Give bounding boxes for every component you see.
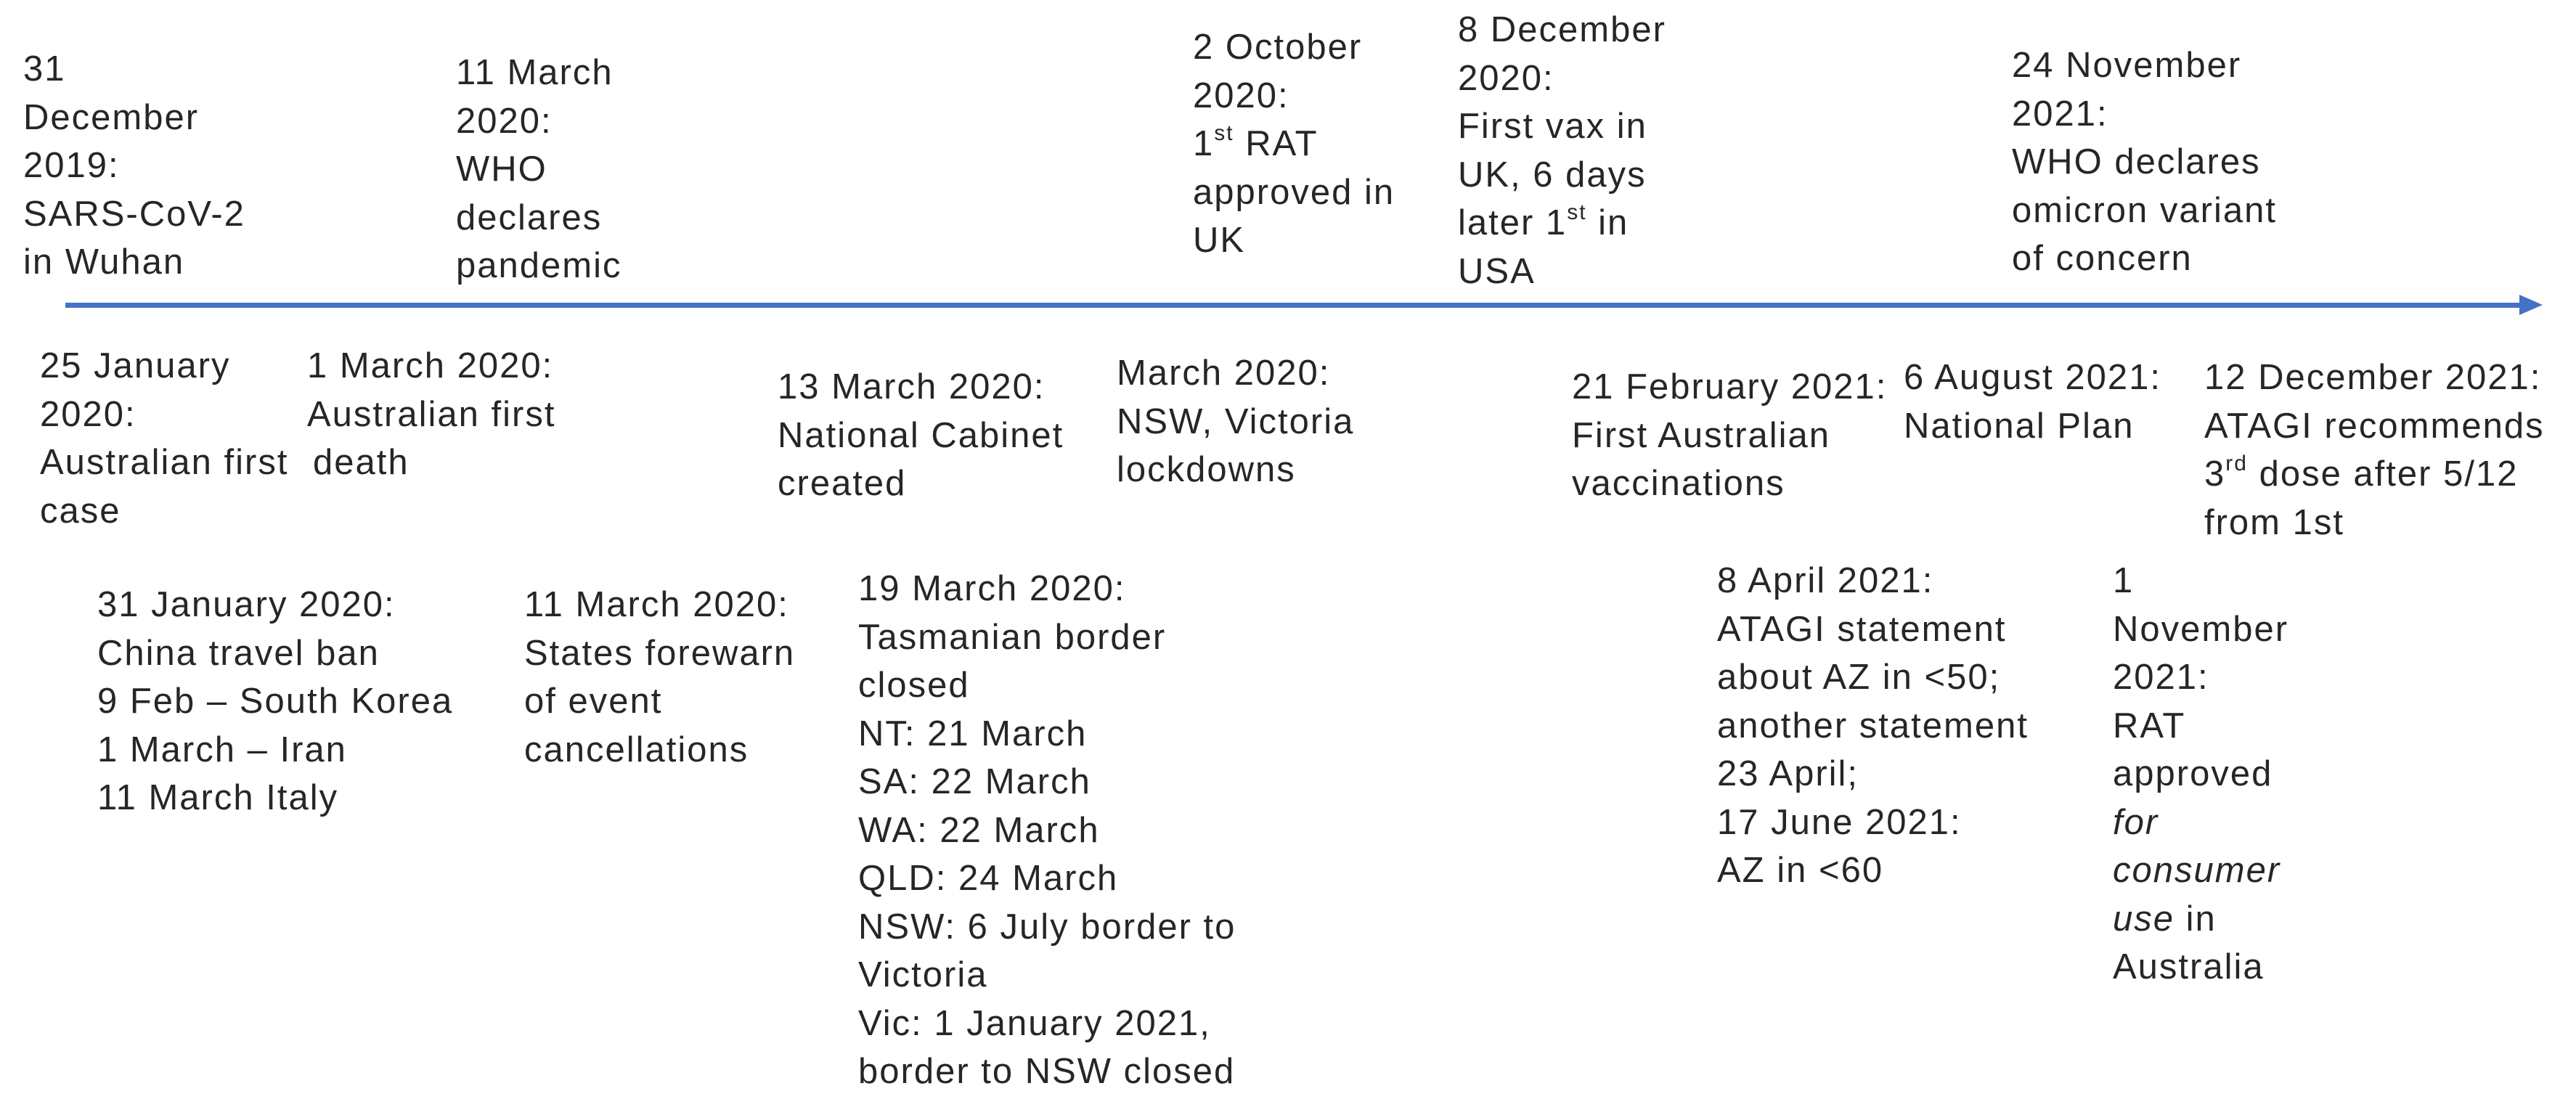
event-text-line: UK xyxy=(1193,221,1246,260)
event-text-line: SA: 22 March xyxy=(858,762,1091,801)
event-text-line: vaccinations xyxy=(1572,464,1785,503)
event-national-plan xyxy=(1904,354,2161,450)
event-text-line: NT: 21 March xyxy=(858,714,1088,753)
event-text-line: of event xyxy=(524,682,663,721)
event-text-line: USA xyxy=(1458,251,1536,291)
event-text-line: 8 April 2021: xyxy=(1717,561,1934,600)
event-text-line: Australian first xyxy=(40,443,289,482)
event-text-line: 19 March 2020: xyxy=(858,569,1126,608)
event-text-part: dose after 5/12 xyxy=(2247,454,2519,494)
event-text-line: States forewarn xyxy=(524,633,796,673)
event-text-line: November xyxy=(2113,609,2289,649)
event-text-line: 8 December xyxy=(1458,10,1666,49)
event-states-forewarn-cancellations xyxy=(524,581,795,774)
event-text-line: 2020: xyxy=(456,101,553,141)
event-omicron-variant xyxy=(2012,41,2277,283)
event-text-part: use xyxy=(2113,899,2175,939)
event-text-line xyxy=(1458,199,1666,248)
event-nsw-victoria-lockdowns xyxy=(1117,349,1354,494)
ordinal-superscript: rd xyxy=(2225,451,2248,475)
event-text-line: 31 January 2020: xyxy=(97,585,396,624)
event-state-border-closures xyxy=(858,565,1236,1096)
event-text-line: December xyxy=(23,97,200,137)
event-text-line: 11 March Italy xyxy=(97,778,339,817)
event-text-line: 11 March xyxy=(456,53,614,92)
event-text-line: SARS-CoV-2 xyxy=(23,194,245,234)
event-text-line xyxy=(1193,120,1395,168)
timeline-axis xyxy=(65,303,2527,308)
event-text-part: 3 xyxy=(2204,454,2226,494)
event-text-line: of concern xyxy=(2012,239,2193,278)
event-text-line: border to NSW closed xyxy=(858,1052,1236,1091)
event-text-line: WHO xyxy=(456,150,547,189)
event-text-line: QLD: 24 March xyxy=(858,859,1119,898)
event-text-line: omicron variant xyxy=(2012,190,2277,230)
event-text-line: 25 January xyxy=(40,346,231,385)
event-text-line: March 2020: xyxy=(1117,354,1331,393)
event-text-line: consumer xyxy=(2113,851,2281,890)
event-text-line: 31 xyxy=(23,49,66,89)
event-text-line: First Australian xyxy=(1572,415,1831,455)
event-text-line: 2021: xyxy=(2113,658,2209,697)
event-text-line xyxy=(2113,895,2288,944)
event-text-line: 9 Feb – South Korea xyxy=(97,682,454,721)
event-text-part: 1 xyxy=(1193,124,1215,163)
event-text-line: RAT xyxy=(2113,706,2186,745)
event-first-rat-uk xyxy=(1193,23,1395,265)
event-text-line: cancellations xyxy=(524,730,749,769)
event-text-line: UK, 6 days xyxy=(1458,155,1647,195)
event-text-line: Vic: 1 January 2021, xyxy=(858,1003,1211,1043)
event-text-line: 2 October xyxy=(1193,28,1363,67)
event-australian-first-case xyxy=(40,342,288,535)
ordinal-superscript: st xyxy=(1567,200,1587,224)
event-text-line: NSW, Victoria xyxy=(1117,401,1355,441)
event-text-line: approved xyxy=(2113,754,2273,793)
ordinal-superscript: st xyxy=(1214,120,1234,145)
event-text-line: created xyxy=(778,464,907,503)
event-text-line: ATAGI recommends xyxy=(2204,406,2545,446)
event-text-line: WA: 22 March xyxy=(858,810,1100,850)
event-text-line: 21 February 2021: xyxy=(1572,367,1888,406)
event-text-part: in xyxy=(1586,203,1629,242)
event-rat-consumer-approval xyxy=(2113,557,2288,992)
event-text-line: 2019: xyxy=(23,146,120,185)
event-text-line: 24 November xyxy=(2012,46,2242,85)
event-australian-first-death xyxy=(307,342,555,487)
event-text-line: 12 December 2021: xyxy=(2204,358,2542,397)
event-text-line: Victoria xyxy=(858,955,988,994)
event-text-line: 17 June 2021: xyxy=(1717,802,1962,842)
event-text-line: case xyxy=(40,491,121,531)
event-text-line: closed xyxy=(858,666,970,705)
event-first-vax-uk xyxy=(1458,6,1666,295)
event-text-line xyxy=(2204,450,2545,499)
event-text-line: 1 March – Iran xyxy=(97,730,347,769)
timeline-arrowhead xyxy=(2519,295,2543,315)
event-text-part: in xyxy=(2174,899,2217,939)
event-text-line: from 1st xyxy=(2204,502,2344,542)
event-text-line: Australia xyxy=(2113,947,2265,986)
event-text-line: for xyxy=(2113,802,2159,842)
event-text-line: death xyxy=(313,443,409,482)
event-text-line: another statement xyxy=(1717,706,2029,745)
event-text-line: 2021: xyxy=(2012,94,2108,134)
event-text-line: pandemic xyxy=(456,246,622,285)
event-text-line: 2020: xyxy=(1193,75,1289,115)
event-text-line: 23 April; xyxy=(1717,754,1859,793)
event-text-line: 1 xyxy=(2113,561,2135,600)
event-text-line: lockdowns xyxy=(1117,450,1296,489)
event-text-line: 2020: xyxy=(40,394,136,434)
event-text-line: National Cabinet xyxy=(778,415,1064,455)
event-atagi-az-statements xyxy=(1717,557,2029,895)
event-text-line: Tasmanian border xyxy=(858,617,1167,657)
event-text-line: China travel ban xyxy=(97,633,380,673)
event-text-line: 2020: xyxy=(1458,58,1554,98)
event-text-line: 1 March 2020: xyxy=(307,346,554,385)
event-who-declares-pandemic xyxy=(456,49,621,290)
event-atagi-third-dose xyxy=(2204,354,2545,547)
event-text-line: 6 August 2021: xyxy=(1904,358,2161,397)
event-text-line: WHO declares xyxy=(2012,142,2261,181)
event-text-line: 13 March 2020: xyxy=(778,367,1046,406)
event-sars-cov2-wuhan xyxy=(23,45,245,287)
event-text-part: RAT xyxy=(1234,124,1318,163)
event-national-cabinet-created xyxy=(778,363,1064,508)
event-text-part: later 1 xyxy=(1458,203,1568,242)
event-text-line: declares xyxy=(456,197,603,237)
event-text-line: AZ in <60 xyxy=(1717,851,1884,890)
event-text-line: 11 March 2020: xyxy=(524,585,789,624)
event-text-line: about AZ in <50; xyxy=(1717,658,2001,697)
event-text-line: Australian first xyxy=(307,394,556,434)
event-text-line: in Wuhan xyxy=(23,242,185,282)
event-text-line: ATAGI statement xyxy=(1717,609,2007,649)
event-text-line: approved in xyxy=(1193,172,1395,212)
event-text-line: First vax in xyxy=(1458,107,1647,146)
event-text-line: National Plan xyxy=(1904,406,2135,446)
event-first-australian-vaccinations xyxy=(1572,363,1887,508)
event-china-travel-ban xyxy=(97,581,453,822)
event-text-line: NSW: 6 July border to xyxy=(858,907,1236,947)
